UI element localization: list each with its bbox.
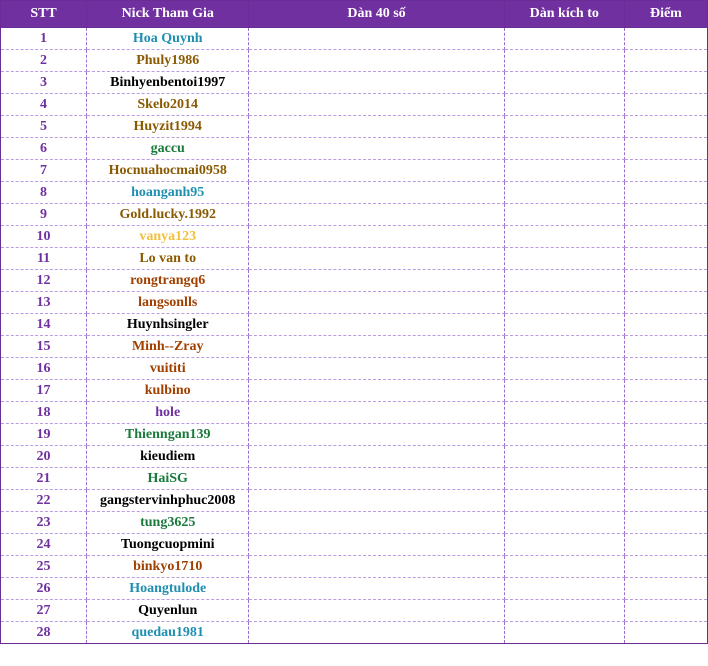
cell-nick[interactable]: Hoa Quynh	[87, 28, 249, 50]
cell-kichto	[504, 226, 624, 248]
table-row	[1, 622, 708, 644]
cell-diem	[624, 182, 707, 204]
cell-dan40	[249, 600, 504, 622]
table-row	[1, 556, 708, 578]
table-header	[1, 1, 708, 28]
table-row	[1, 578, 708, 600]
cell-nick[interactable]: gangstervinhphuc2008	[87, 490, 249, 512]
table-row	[1, 490, 708, 512]
cell-kichto	[504, 28, 624, 50]
cell-nick[interactable]: gaccu	[87, 138, 249, 160]
table-row	[1, 182, 708, 204]
cell-kichto	[504, 468, 624, 490]
table-row	[1, 94, 708, 116]
table-row	[1, 116, 708, 138]
header-row	[1, 1, 708, 28]
cell-kichto	[504, 72, 624, 94]
cell-dan40	[249, 556, 504, 578]
cell-diem	[624, 116, 707, 138]
cell-stt: 14	[1, 314, 87, 336]
cell-kichto	[504, 50, 624, 72]
cell-stt: 11	[1, 248, 87, 270]
table-row	[1, 226, 708, 248]
cell-diem	[624, 512, 707, 534]
cell-nick[interactable]: Phuly1986	[87, 50, 249, 72]
cell-stt: 10	[1, 226, 87, 248]
cell-stt: 22	[1, 490, 87, 512]
column-header-dan40: Dàn 40 số	[249, 1, 504, 28]
cell-kichto	[504, 248, 624, 270]
cell-dan40	[249, 182, 504, 204]
cell-stt: 23	[1, 512, 87, 534]
cell-stt: 8	[1, 182, 87, 204]
cell-nick[interactable]: Hocnuahocmai0958	[87, 160, 249, 182]
cell-kichto	[504, 490, 624, 512]
cell-kichto	[504, 116, 624, 138]
cell-nick[interactable]: langsonlls	[87, 292, 249, 314]
cell-kichto	[504, 160, 624, 182]
cell-dan40	[249, 358, 504, 380]
table-row	[1, 138, 708, 160]
table-row	[1, 468, 708, 490]
cell-diem	[624, 248, 707, 270]
column-header-kichto: Dàn kích to	[504, 1, 624, 28]
cell-diem	[624, 72, 707, 94]
cell-nick[interactable]: vuititi	[87, 358, 249, 380]
table-row	[1, 534, 708, 556]
cell-diem	[624, 600, 707, 622]
cell-stt: 19	[1, 424, 87, 446]
cell-diem	[624, 424, 707, 446]
cell-nick[interactable]: Minh--Zray	[87, 336, 249, 358]
table-row	[1, 446, 708, 468]
cell-kichto	[504, 204, 624, 226]
cell-dan40	[249, 336, 504, 358]
cell-diem	[624, 160, 707, 182]
cell-diem	[624, 380, 707, 402]
cell-kichto	[504, 512, 624, 534]
cell-nick[interactable]: kieudiem	[87, 446, 249, 468]
cell-nick[interactable]: tung3625	[87, 512, 249, 534]
table-row	[1, 28, 708, 50]
cell-diem	[624, 94, 707, 116]
cell-kichto	[504, 446, 624, 468]
cell-kichto	[504, 424, 624, 446]
cell-nick[interactable]: hole	[87, 402, 249, 424]
cell-nick[interactable]: Skelo2014	[87, 94, 249, 116]
cell-stt: 27	[1, 600, 87, 622]
cell-dan40	[249, 204, 504, 226]
cell-diem	[624, 490, 707, 512]
cell-stt: 2	[1, 50, 87, 72]
cell-diem	[624, 226, 707, 248]
cell-dan40	[249, 116, 504, 138]
column-header-stt: STT	[1, 1, 87, 28]
cell-dan40	[249, 138, 504, 160]
cell-stt: 13	[1, 292, 87, 314]
cell-dan40	[249, 534, 504, 556]
column-header-nick: Nick Tham Gia	[87, 1, 249, 28]
cell-dan40	[249, 468, 504, 490]
table-row	[1, 248, 708, 270]
table-row	[1, 204, 708, 226]
cell-dan40	[249, 72, 504, 94]
cell-nick[interactable]: Hoangtulode	[87, 578, 249, 600]
cell-dan40	[249, 226, 504, 248]
cell-stt: 26	[1, 578, 87, 600]
column-header-diem: Điểm	[624, 1, 707, 28]
table-row	[1, 50, 708, 72]
cell-nick[interactable]: Huynhsingler	[87, 314, 249, 336]
cell-stt: 12	[1, 270, 87, 292]
table-row	[1, 358, 708, 380]
cell-diem	[624, 578, 707, 600]
cell-stt: 20	[1, 446, 87, 468]
cell-nick[interactable]: Gold.lucky.1992	[87, 204, 249, 226]
cell-dan40	[249, 270, 504, 292]
cell-dan40	[249, 314, 504, 336]
cell-nick[interactable]: Lo van to	[87, 248, 249, 270]
cell-kichto	[504, 358, 624, 380]
cell-diem	[624, 446, 707, 468]
table-body	[1, 28, 708, 644]
cell-dan40	[249, 160, 504, 182]
cell-dan40	[249, 292, 504, 314]
cell-dan40	[249, 578, 504, 600]
table-row	[1, 160, 708, 182]
cell-diem	[624, 138, 707, 160]
cell-stt: 17	[1, 380, 87, 402]
cell-nick[interactable]: rongtrangq6	[87, 270, 249, 292]
table-row	[1, 292, 708, 314]
cell-stt: 4	[1, 94, 87, 116]
cell-diem	[624, 204, 707, 226]
cell-stt: 24	[1, 534, 87, 556]
cell-kichto	[504, 336, 624, 358]
cell-dan40	[249, 490, 504, 512]
cell-dan40	[249, 380, 504, 402]
cell-diem	[624, 468, 707, 490]
cell-stt: 1	[1, 28, 87, 50]
cell-nick[interactable]: Quyenlun	[87, 600, 249, 622]
cell-diem	[624, 358, 707, 380]
cell-kichto	[504, 314, 624, 336]
cell-dan40	[249, 622, 504, 644]
cell-kichto	[504, 380, 624, 402]
cell-diem	[624, 292, 707, 314]
cell-stt: 25	[1, 556, 87, 578]
table-row	[1, 424, 708, 446]
cell-kichto	[504, 138, 624, 160]
table-row	[1, 270, 708, 292]
cell-stt: 15	[1, 336, 87, 358]
cell-diem	[624, 28, 707, 50]
cell-diem	[624, 556, 707, 578]
cell-nick[interactable]: hoanganh95	[87, 182, 249, 204]
cell-stt: 16	[1, 358, 87, 380]
table-row	[1, 336, 708, 358]
cell-stt: 28	[1, 622, 87, 644]
cell-kichto	[504, 578, 624, 600]
table-row	[1, 600, 708, 622]
cell-nick[interactable]: vanya123	[87, 226, 249, 248]
cell-nick[interactable]: Tuongcuopmini	[87, 534, 249, 556]
cell-nick[interactable]: quedau1981	[87, 622, 249, 644]
cell-stt: 18	[1, 402, 87, 424]
cell-stt: 6	[1, 138, 87, 160]
cell-kichto	[504, 270, 624, 292]
table-row	[1, 314, 708, 336]
cell-nick[interactable]: Binhyenbentoi1997	[87, 72, 249, 94]
cell-kichto	[504, 94, 624, 116]
cell-dan40	[249, 94, 504, 116]
cell-nick[interactable]: Huyzit1994	[87, 116, 249, 138]
cell-dan40	[249, 424, 504, 446]
cell-stt: 7	[1, 160, 87, 182]
cell-diem	[624, 402, 707, 424]
cell-diem	[624, 270, 707, 292]
cell-diem	[624, 534, 707, 556]
cell-kichto	[504, 556, 624, 578]
cell-nick[interactable]: binkyo1710	[87, 556, 249, 578]
cell-diem	[624, 314, 707, 336]
table-row	[1, 512, 708, 534]
cell-stt: 9	[1, 204, 87, 226]
table-row	[1, 402, 708, 424]
cell-dan40	[249, 50, 504, 72]
cell-dan40	[249, 512, 504, 534]
cell-nick[interactable]: HaiSG	[87, 468, 249, 490]
table-row	[1, 72, 708, 94]
cell-dan40	[249, 446, 504, 468]
cell-diem	[624, 336, 707, 358]
cell-kichto	[504, 182, 624, 204]
cell-kichto	[504, 600, 624, 622]
cell-nick[interactable]: kulbino	[87, 380, 249, 402]
cell-kichto	[504, 622, 624, 644]
cell-kichto	[504, 402, 624, 424]
cell-dan40	[249, 402, 504, 424]
cell-nick[interactable]: Thienngan139	[87, 424, 249, 446]
table-row	[1, 380, 708, 402]
cell-stt: 21	[1, 468, 87, 490]
cell-diem	[624, 622, 707, 644]
cell-dan40	[249, 248, 504, 270]
cell-stt: 5	[1, 116, 87, 138]
cell-dan40	[249, 28, 504, 50]
cell-kichto	[504, 534, 624, 556]
cell-kichto	[504, 292, 624, 314]
cell-stt: 3	[1, 72, 87, 94]
cell-diem	[624, 50, 707, 72]
